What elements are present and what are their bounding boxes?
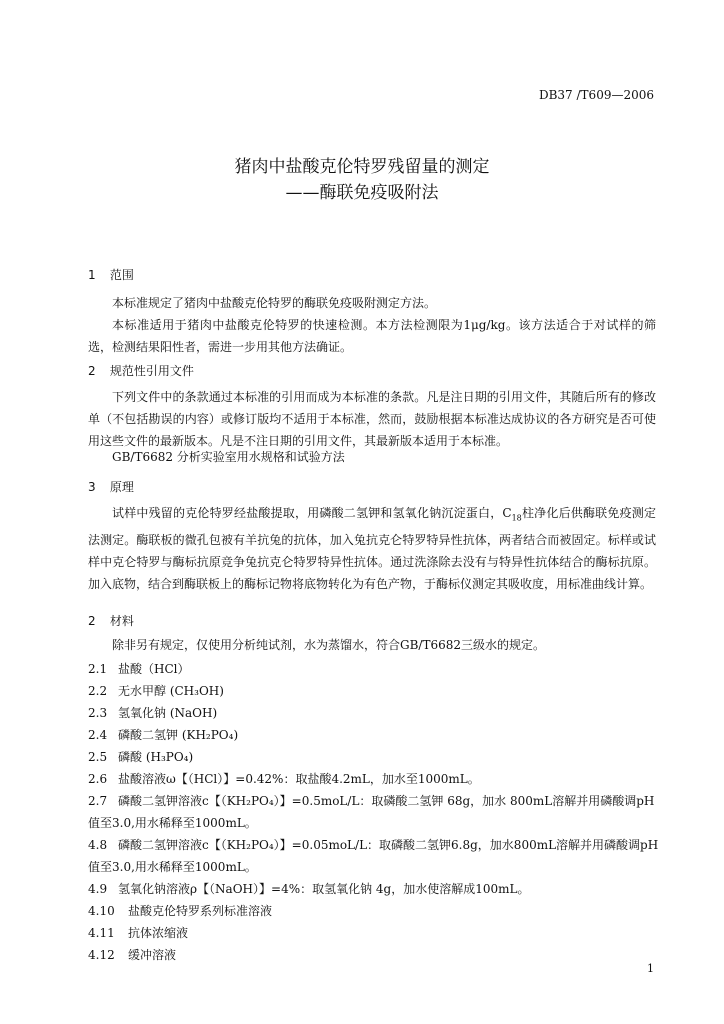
document-subtitle: ——酶联免疫吸附法: [285, 183, 439, 203]
item-number: 2.6: [88, 772, 108, 786]
section-title: 规范性引用文件: [109, 364, 194, 378]
item-number: 2.3: [88, 706, 108, 720]
paragraph: GB/T6682 分析实验室用水规格和试验方法: [112, 450, 345, 464]
item-text: 缓冲溶液: [128, 948, 177, 962]
list-item: [88, 880, 530, 897]
item-text: 抗体浓缩液: [128, 926, 189, 940]
list-item: [88, 704, 217, 721]
list-item: [88, 902, 272, 919]
item-text: 无水甲醇 (CH₃OH): [118, 684, 224, 698]
section-title: 原理: [109, 480, 134, 494]
paragraph: [88, 502, 656, 595]
list-item-continuation: [88, 858, 257, 875]
section-title: 材料: [109, 614, 134, 628]
item-number: 4.10: [88, 904, 115, 918]
section-heading-references: [88, 362, 194, 379]
item-text: 盐酸溶液ω【（HCl）】=0.42%：取盐酸4.2mL，加水至1000mL。: [118, 772, 480, 786]
list-item: [88, 660, 190, 677]
item-text: 氢氧化钠 (NaOH): [118, 706, 218, 720]
section-number: 2: [88, 364, 96, 378]
document-title: 猪肉中盐酸克伦特罗残留量的测定: [234, 157, 490, 177]
item-number: 2.1: [88, 662, 108, 676]
item-text: 盐酸（HCl）: [118, 662, 190, 676]
section-title: 范围: [109, 268, 134, 282]
item-number: 2.7: [88, 794, 108, 808]
list-item-continuation: [88, 814, 257, 831]
item-text: 氢氧化钠溶液ρ【（NaOH）】=4%：取氢氧化钠 4g，加水使溶解成100mL。: [118, 882, 530, 896]
paragraph: 除非另有规定，仅使用分析纯试剂，水为蒸馏水，符合GB/T6682三级水的规定。: [112, 638, 545, 652]
section-heading-materials: [88, 612, 134, 629]
item-text: 磷酸 (H₃PO₄): [118, 750, 194, 764]
item-text: 盐酸克伦特罗系列标准溶液: [128, 904, 273, 918]
list-item: [88, 924, 188, 941]
item-text: 磷酸二氢钾溶液c【（KH₂PO₄）】=0.5moL/L：取磷酸二氢钾 68g，加水 800mL溶解并用磷酸调pH: [118, 794, 655, 808]
item-number: 2.5: [88, 750, 108, 764]
list-item: [88, 770, 480, 787]
section-number: 1: [88, 268, 96, 282]
item-text: 磷酸二氢钾 (KH₂PO₄): [118, 728, 239, 742]
paragraph: 本标准规定了猪肉中盐酸克伦特罗的酶联免疫吸附测定方法。: [112, 296, 437, 310]
text: 柱净化后供酶联免疫测定法测定。酶联板的微孔包被有羊抗兔的抗体，加入兔抗克仑特罗特异性抗体，两者结合而被固定。标样或试样中克仑特罗与酶标抗原竞争兔抗克仑特罗特异性抗体。通过洗涤除去没有与特异性抗体结合的酶标抗原。加入底物，结合到酶联板上的酶标记物将底物转化为有色产物，于酶标仪测定其吸收度，用标准曲线计算。: [88, 506, 656, 592]
item-number: 4.9: [88, 882, 108, 896]
item-number: 4.8: [88, 838, 108, 852]
item-text: 值至3.0,用水稀释至1000mL。: [88, 860, 257, 874]
paragraph: 本标准适用于猪肉中盐酸克伦特罗的快速检测。本方法检测限为1μg/kg。该方法适合于对试样的筛选，检测结果阳性者，需进一步用其他方法确证。: [88, 318, 656, 354]
list-item: [88, 792, 654, 809]
list-item: [88, 836, 658, 853]
text: 试样中残留的克伦特罗经盐酸提取，用磷酸二氢钾和氢氧化钠沉淀蛋白，C: [112, 506, 512, 520]
item-number: 4.12: [88, 948, 115, 962]
item-text: 值至3.0,用水稀释至1000mL。: [88, 816, 257, 830]
list-item: [88, 748, 193, 765]
list-item: [88, 946, 176, 963]
standard-number: DB37 /T609—2006: [538, 88, 654, 102]
list-item: [88, 726, 238, 743]
list-item: [88, 682, 224, 699]
item-number: 2.2: [88, 684, 108, 698]
item-text: 磷酸二氢钾溶液c【（KH₂PO₄）】=0.05moL/L：取磷酸二氢钾6.8g，加水800mL溶解并用磷酸调pH: [118, 838, 659, 852]
paragraph: 下列文件中的条款通过本标准的引用而成为本标准的条款。凡是注日期的引用文件，其随后所有的修改单（不包括勘误的内容）或修订版均不适用于本标准，然而，鼓励根据本标准达成协议的各方研究是否可使用这些文件的最新版本。凡是不注日期的引用文件，其最新版本适用于本标准。: [88, 390, 656, 448]
item-number: 4.11: [88, 926, 115, 940]
section-heading-scope: [88, 266, 134, 283]
subscript: 18: [511, 513, 522, 523]
section-number: 3: [88, 480, 96, 494]
section-number: 2: [88, 614, 96, 628]
page-number: 1: [647, 962, 654, 975]
item-number: 2.4: [88, 728, 108, 742]
section-heading-principle: [88, 478, 134, 495]
